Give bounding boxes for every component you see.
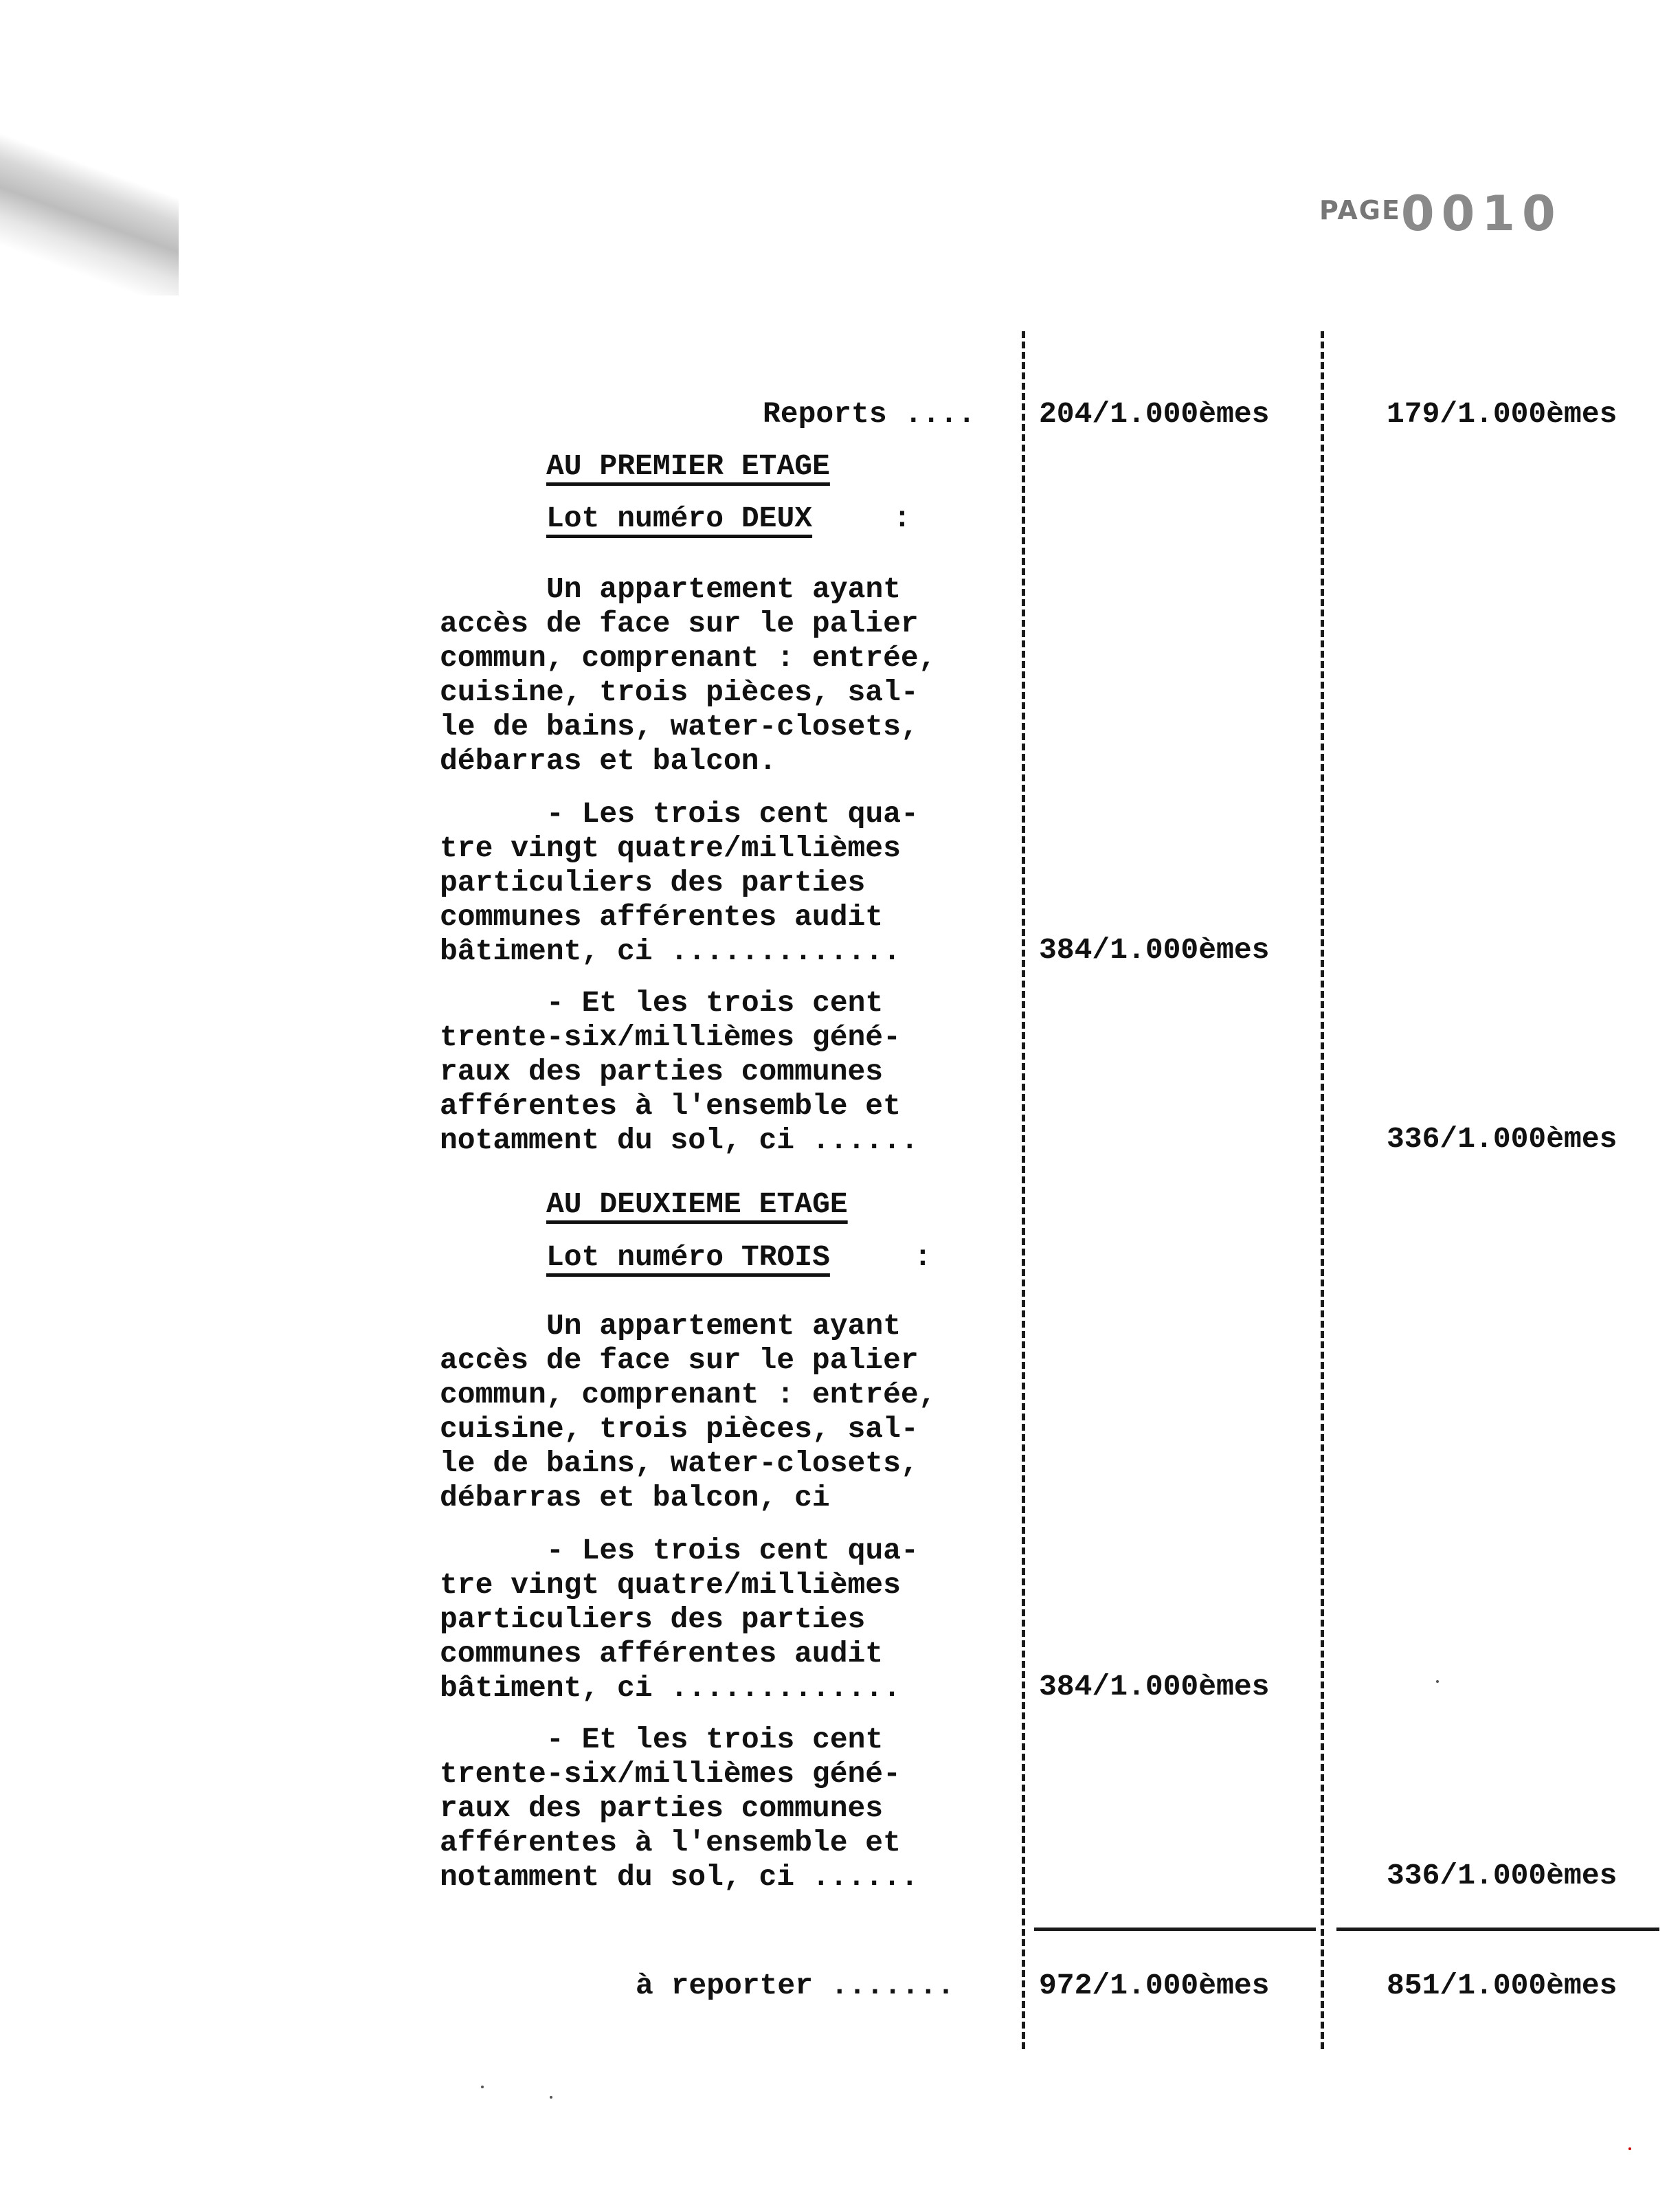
total-rule-2 bbox=[1336, 1928, 1659, 1931]
floor1-lot: Lot numéro DEUX bbox=[546, 502, 813, 535]
a-reporter-label: à reporter ....... bbox=[636, 1969, 955, 2002]
floor1-particuliers-line: communes afférentes audit bbox=[440, 900, 884, 934]
scan-speck bbox=[550, 2096, 552, 2099]
a-reporter-col2: 851/1.000èmes bbox=[1387, 1969, 1617, 2002]
scan-speck bbox=[1436, 1680, 1439, 1683]
scan-speck bbox=[481, 2086, 484, 2088]
floor1-particuliers-value: 384/1.000èmes bbox=[1039, 933, 1270, 967]
page-stamp-number: 0010 bbox=[1400, 186, 1563, 242]
floor1-particuliers-line: particuliers des parties bbox=[440, 866, 866, 900]
scan-shadow bbox=[0, 0, 179, 295]
reports-label: Reports .... bbox=[763, 397, 976, 431]
page-stamp bbox=[1319, 186, 1563, 242]
floor2-lot-colon: : bbox=[914, 1240, 932, 1274]
floor1-particuliers-line: tre vingt quatre/millièmes bbox=[440, 831, 901, 865]
floor2-particuliers-line: communes afférentes audit bbox=[440, 1637, 884, 1671]
floor1-description-line: débarras et balcon. bbox=[440, 744, 777, 778]
floor1-particuliers-line: - Les trois cent qua- bbox=[546, 797, 919, 831]
floor2-particuliers-line: tre vingt quatre/millièmes bbox=[440, 1568, 901, 1602]
floor1-generaux-line: afférentes à l'ensemble et bbox=[440, 1089, 901, 1123]
floor1-generaux-line: trente-six/millièmes géné- bbox=[440, 1020, 901, 1054]
floor2-generaux-line: raux des parties communes bbox=[440, 1791, 884, 1825]
floor1-generaux-line: raux des parties communes bbox=[440, 1055, 884, 1088]
floor2-heading: AU DEUXIEME ETAGE bbox=[546, 1187, 848, 1221]
reports-col1: 204/1.000èmes bbox=[1039, 397, 1270, 431]
scan-speck bbox=[1628, 2147, 1631, 2150]
floor2-description-line: Un appartement ayant bbox=[546, 1309, 901, 1343]
floor2-lot: Lot numéro TROIS bbox=[546, 1240, 830, 1274]
floor1-generaux-value: 336/1.000èmes bbox=[1387, 1122, 1617, 1156]
floor2-generaux-line: - Et les trois cent bbox=[546, 1723, 884, 1756]
floor1-description-line: commun, comprenant : entrée, bbox=[440, 641, 937, 675]
floor2-description bbox=[440, 1309, 1020, 1515]
floor1-description-line: cuisine, trois pièces, sal- bbox=[440, 675, 919, 709]
floor1-description-line: accès de face sur le palier bbox=[440, 607, 919, 640]
floor2-particuliers-line: - Les trois cent qua- bbox=[546, 1534, 919, 1567]
floor2-particuliers-line: particuliers des parties bbox=[440, 1602, 866, 1636]
floor2-particuliers bbox=[440, 1534, 1020, 1706]
column-divider-1 bbox=[1022, 331, 1025, 2049]
page-stamp-prefix: PAGE bbox=[1319, 195, 1401, 225]
floor2-description-line: débarras et balcon, ci bbox=[440, 1481, 830, 1515]
floor1-description-line: Un appartement ayant bbox=[546, 572, 901, 606]
floor1-description-line: le de bains, water-closets, bbox=[440, 710, 919, 744]
floor1-particuliers bbox=[440, 797, 1020, 969]
column-divider-2 bbox=[1321, 331, 1324, 2049]
reports-col2: 179/1.000èmes bbox=[1387, 397, 1617, 431]
floor1-generaux-line: notamment du sol, ci ...... bbox=[440, 1124, 919, 1157]
floor2-generaux-line: trente-six/millièmes géné- bbox=[440, 1757, 901, 1791]
floor1-particuliers-line: bâtiment, ci ............. bbox=[440, 935, 901, 968]
floor1-generaux bbox=[440, 986, 1020, 1158]
floor2-generaux-line: afférentes à l'ensemble et bbox=[440, 1826, 901, 1859]
floor1-lot-colon: : bbox=[893, 502, 911, 535]
a-reporter-col1: 972/1.000èmes bbox=[1039, 1969, 1270, 2002]
floor2-particuliers-value: 384/1.000èmes bbox=[1039, 1670, 1270, 1703]
floor1-heading: AU PREMIER ETAGE bbox=[546, 449, 830, 483]
floor2-description-line: accès de face sur le palier bbox=[440, 1343, 919, 1377]
floor2-generaux-value: 336/1.000èmes bbox=[1387, 1859, 1617, 1892]
floor2-description-line: le de bains, water-closets, bbox=[440, 1446, 919, 1480]
floor2-generaux-line: notamment du sol, ci ...... bbox=[440, 1860, 919, 1894]
floor2-generaux bbox=[440, 1723, 1020, 1895]
floor2-description-line: commun, comprenant : entrée, bbox=[440, 1378, 937, 1411]
total-rule-1 bbox=[1034, 1928, 1316, 1931]
floor2-description-line: cuisine, trois pièces, sal- bbox=[440, 1412, 919, 1446]
floor1-description bbox=[440, 572, 1020, 779]
floor1-generaux-line: - Et les trois cent bbox=[546, 986, 884, 1020]
floor2-particuliers-line: bâtiment, ci ............. bbox=[440, 1671, 901, 1705]
